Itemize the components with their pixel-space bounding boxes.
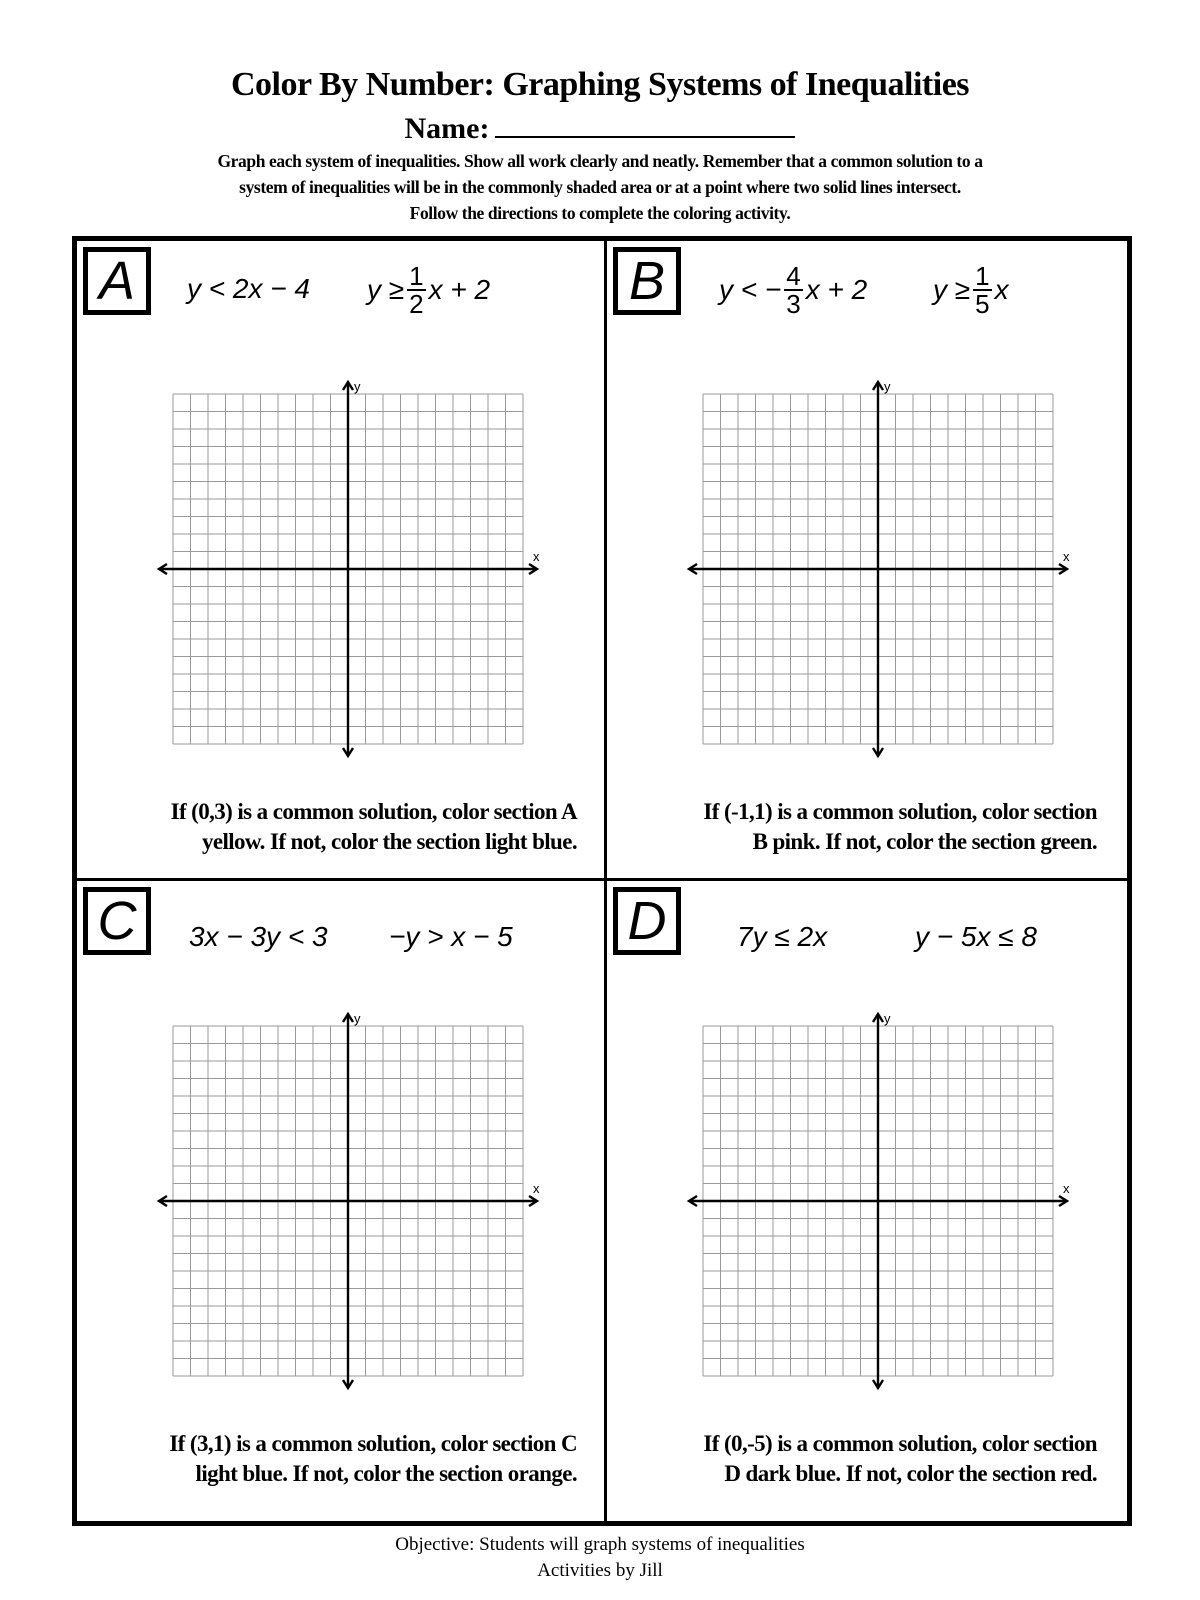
condition-d-line-1: If (0,-5) is a common solution, color section <box>703 1431 1097 1456</box>
coordinate-plane-c[interactable] <box>155 1011 545 1411</box>
inequality-b-1 <box>719 263 867 317</box>
coordinate-plane-b[interactable] <box>685 379 1075 779</box>
coordinate-plane-a[interactable] <box>155 379 545 779</box>
instructions <box>100 148 1100 226</box>
fraction-numerator: 1 <box>409 261 424 291</box>
section-c <box>77 881 607 1521</box>
x-axis-label: x <box>533 1181 540 1196</box>
inequality-a-1: y < 2x − 4 <box>187 273 310 304</box>
inequality-a-2-lhs: y ≥ <box>367 274 405 305</box>
inequality-c-2: −y > x − 5 <box>389 921 513 952</box>
inequality-b-1-lhs: y < − <box>719 274 782 305</box>
condition-a-line-2: yellow. If not, color the section light blue. <box>201 829 577 854</box>
fraction-denominator: 5 <box>975 289 990 319</box>
section-letter-c: C <box>83 887 151 955</box>
inequality-b-2-lhs: y ≥ <box>933 274 971 305</box>
inequality-d-2: y − 5x ≤ 8 <box>915 921 1037 952</box>
section-d <box>607 881 1127 1521</box>
y-axis-label: y <box>354 1011 361 1026</box>
fraction-denominator: 2 <box>409 289 424 319</box>
axes <box>159 1014 537 1388</box>
inequality-d-1: 7y ≤ 2x <box>737 921 828 952</box>
instructions-line-2: system of inequalities will be in the commonly shaded area or at a point where two solid lines intersect. <box>239 177 961 197</box>
fraction-denominator: 3 <box>786 289 801 319</box>
name-label: Name: <box>404 112 490 145</box>
fraction-numerator: 1 <box>975 261 990 291</box>
fraction-a-2 <box>407 263 425 317</box>
condition-a-line-1: If (0,3) is a common solution, color section A <box>170 799 577 824</box>
inequality-a-2-rhs: x + 2 <box>428 274 491 305</box>
inequality-b-1-rhs: x + 2 <box>805 274 868 305</box>
name-blank-line[interactable] <box>495 108 795 138</box>
instructions-line-3: Follow the directions to complete the coloring activity. <box>409 203 791 223</box>
inequality-c-1: 3x − 3y < 3 <box>189 921 328 952</box>
x-axis-label: x <box>533 549 540 564</box>
condition-a <box>87 797 577 857</box>
inequality-b-2-rhs: x <box>994 274 1009 305</box>
name-row <box>0 108 1200 146</box>
condition-d-line-2: D dark blue. If not, color the section red. <box>724 1461 1097 1486</box>
x-axis-label: x <box>1063 549 1070 564</box>
x-axis-label: x <box>1063 1181 1070 1196</box>
section-b <box>607 241 1127 881</box>
condition-c-line-1: If (3,1) is a common solution, color section C <box>169 1431 577 1456</box>
sections-grid <box>72 236 1132 1526</box>
axes <box>689 1014 1067 1388</box>
page-title: Color By Number: Graphing Systems of Inequalities <box>230 66 970 103</box>
axes <box>159 382 537 756</box>
section-a <box>77 241 607 881</box>
section-letter-b: B <box>613 247 681 315</box>
fraction-b-1 <box>784 263 802 317</box>
objective-text: Objective: Students will graph systems of inequalities <box>395 1534 805 1555</box>
credit-text: Activities by Jill <box>537 1560 663 1581</box>
condition-d <box>607 1429 1097 1489</box>
condition-c-line-2: light blue. If not, color the section orange. <box>195 1461 577 1486</box>
y-axis-label: y <box>884 379 891 394</box>
y-axis-label: y <box>354 379 361 394</box>
y-axis-label: y <box>884 1011 891 1026</box>
instructions-line-1: Graph each system of inequalities. Show all work clearly and neatly. Remember that a common solution to a <box>217 151 983 171</box>
inequality-b-2 <box>933 263 1009 317</box>
condition-c <box>87 1429 577 1489</box>
axes <box>689 382 1067 756</box>
condition-b-line-2: B pink. If not, color the section green. <box>752 829 1097 854</box>
inequality-a-2 <box>367 263 490 317</box>
fraction-b-2 <box>973 263 991 317</box>
section-letter-d: D <box>613 887 681 955</box>
section-letter-a: A <box>83 247 151 315</box>
coordinate-plane-d[interactable] <box>685 1011 1075 1411</box>
condition-b-line-1: If (-1,1) is a common solution, color section <box>703 799 1097 824</box>
condition-b <box>607 797 1097 857</box>
fraction-numerator: 4 <box>786 261 801 291</box>
